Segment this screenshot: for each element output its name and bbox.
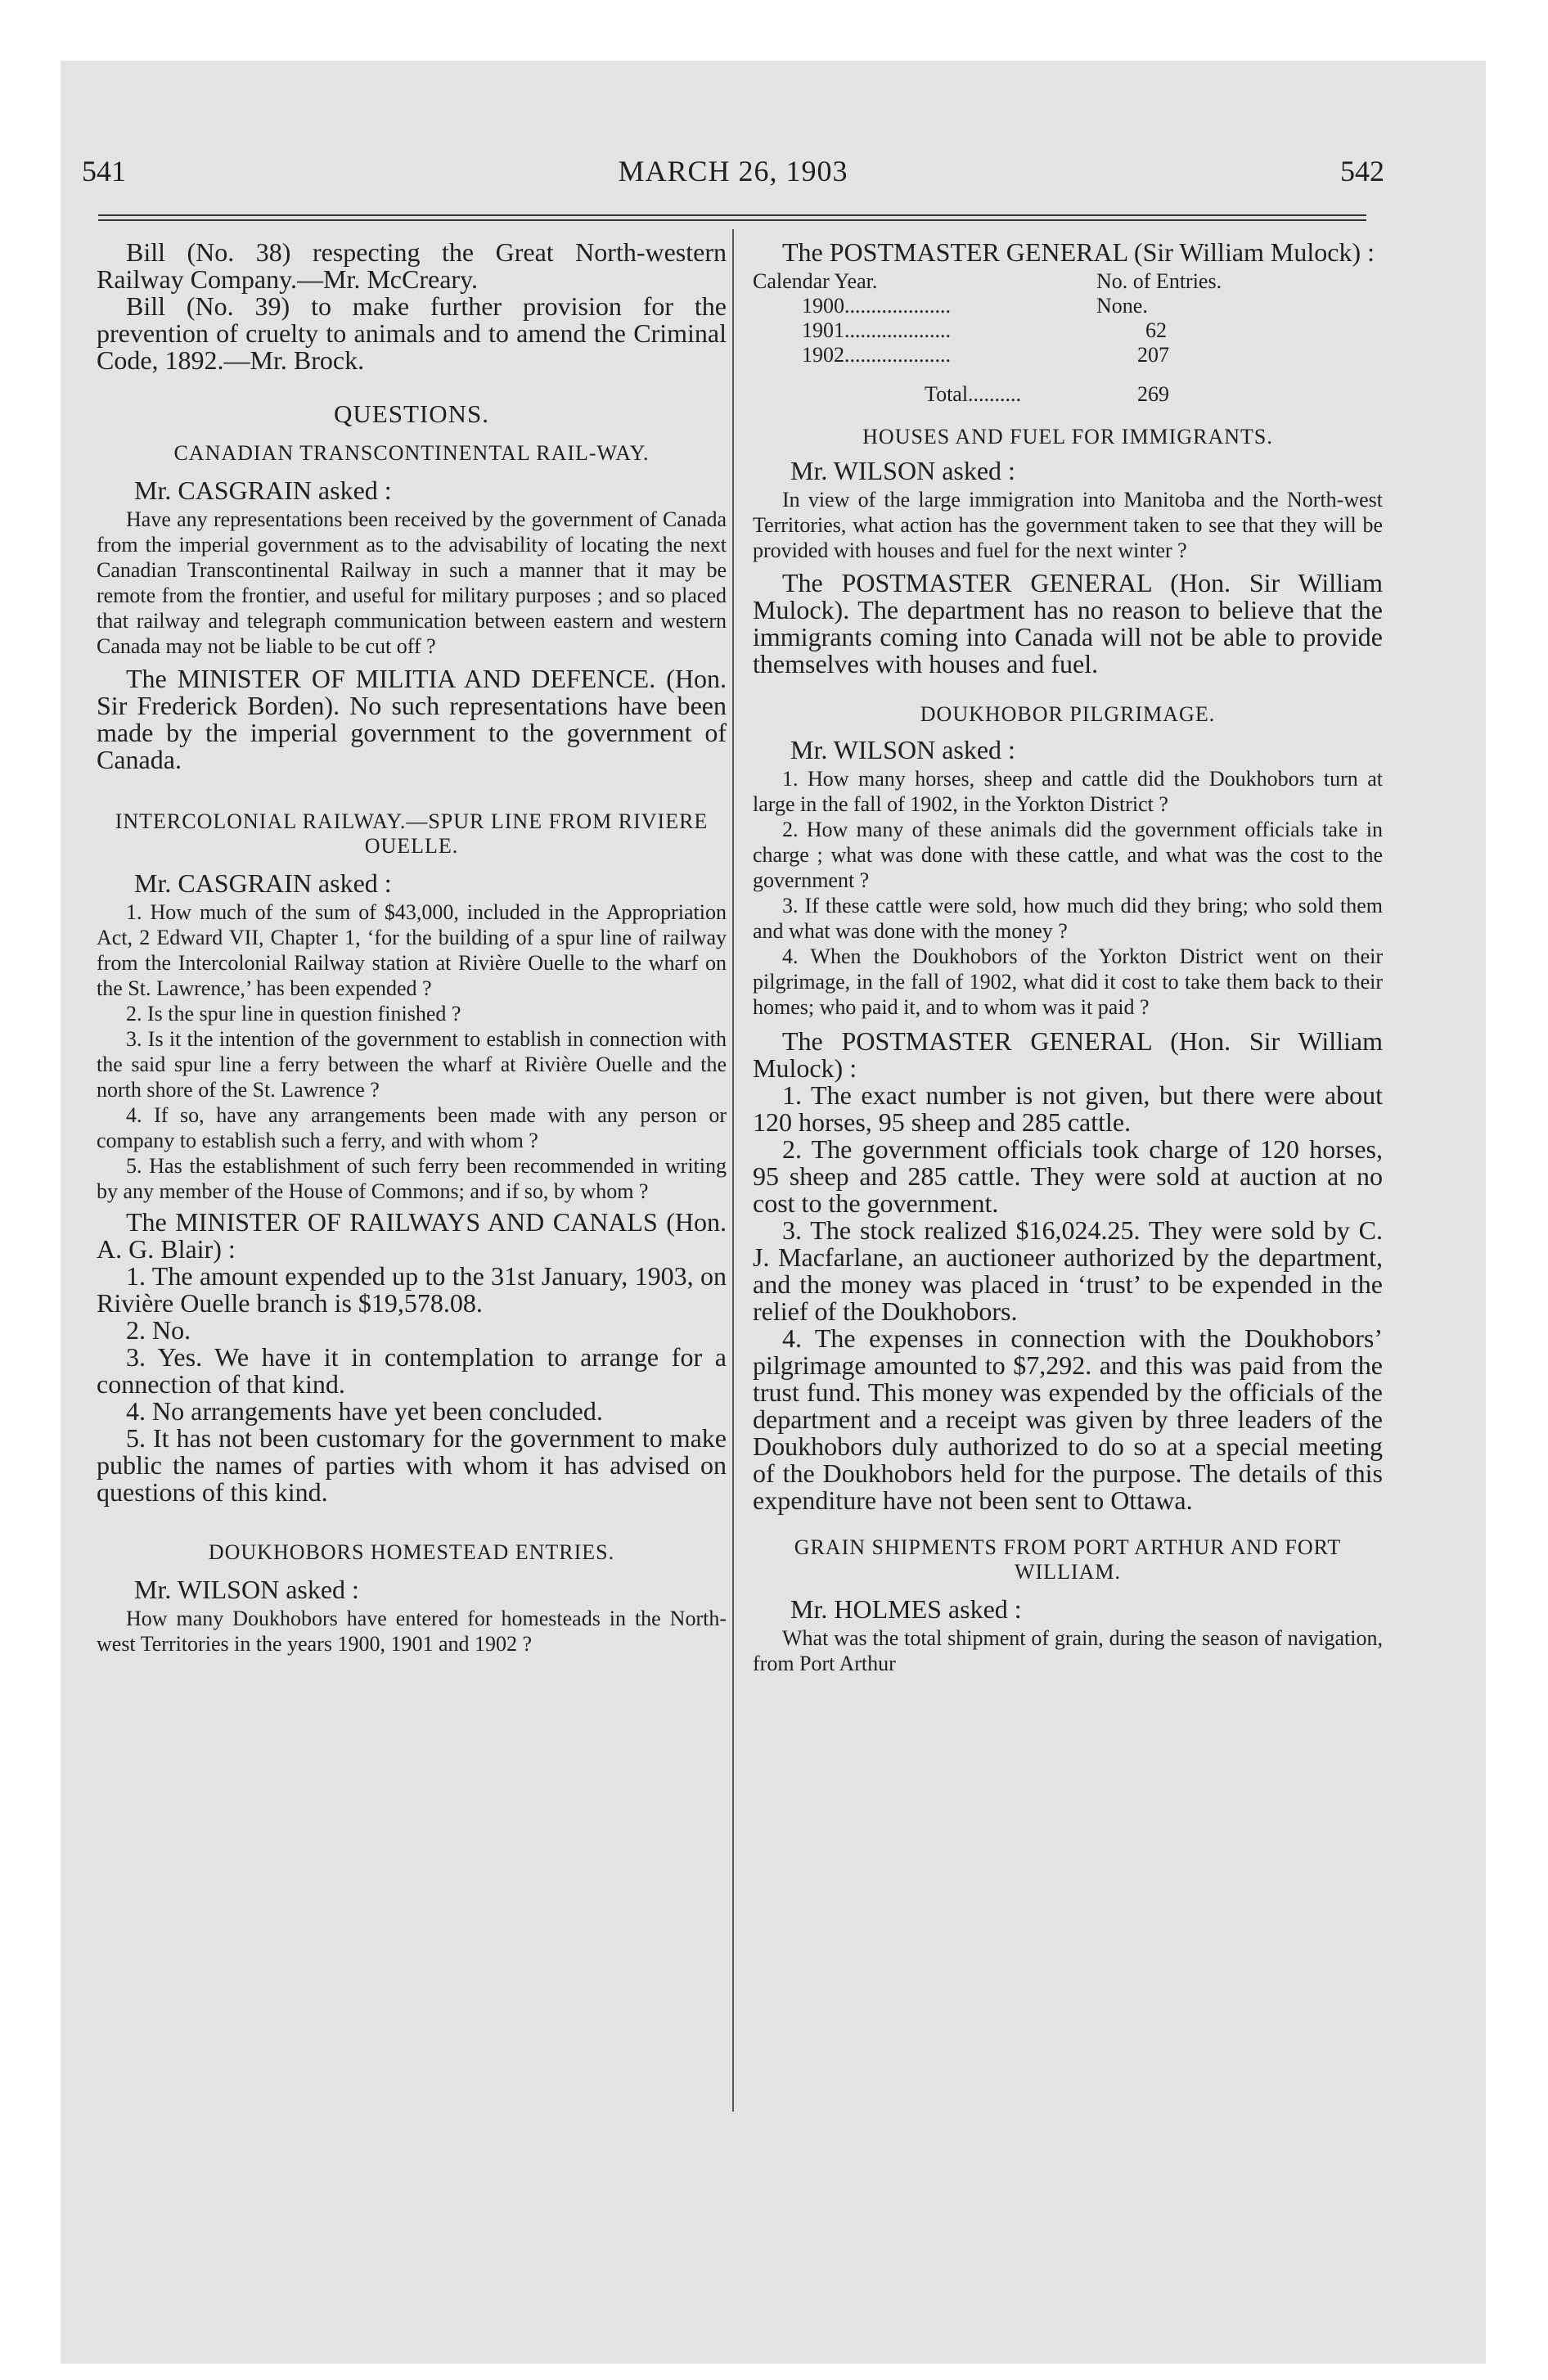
- bill-39: Bill (No. 39) to make further provision for the prevention of cruelty to animals and to amend the Criminal Code, 1892.—Mr. Brock.: [97, 291, 727, 375]
- table-header-entries: No. of Entries.: [1096, 269, 1222, 293]
- answer-militia: The MINISTER OF MILITIA AND DEFENCE. (Hon. Sir Frederick Borden). No such representations have been made by the imperial government to the government of Canada.: [97, 664, 727, 774]
- right-column: [753, 239, 1383, 1676]
- asker-wilson-1: Mr. WILSON asked :: [134, 1575, 359, 1604]
- dp-question-1: 1. How many horses, sheep and cattle did the Doukhobors turn at large in the fall of 1902, in the Yorkton District ?: [753, 767, 1383, 816]
- page-header: [82, 154, 1384, 193]
- dp-answer-3: 3. The stock realized $16,024.25. They were sold by C. J. Macfarlane, an auctioneer authorized by the department, and the money was placed in ‘trust’ to be expended in the relief of the Doukhobors.: [753, 1215, 1383, 1326]
- icr-answer-2: 2. No.: [126, 1315, 191, 1345]
- icr-question-5: 5. Has the establishment of such ferry been recommended in writing by any member of the House of Commons; and if so, by whom ?: [97, 1154, 727, 1203]
- section-heading-dhe: DOUKHOBORS HOMESTEAD ENTRIES.: [208, 1540, 615, 1564]
- row-entries: 207: [1137, 343, 1169, 367]
- table-row: [753, 343, 1309, 367]
- icr-answer-intro: The MINISTER OF RAILWAYS AND CANALS (Hon. A. G. Blair) :: [97, 1207, 727, 1264]
- column-divider: [732, 229, 734, 2112]
- section-heading-ctr: CANADIAN TRANSCONTINENTAL RAIL-WAY.: [173, 441, 650, 465]
- table-header-year: Calendar Year.: [753, 269, 878, 293]
- asker-wilson-2: Mr. WILSON asked :: [790, 456, 1015, 485]
- pmg-intro: The POSTMASTER GENERAL (Sir William Mulock) :: [782, 237, 1375, 267]
- icr-question-3: 3. Is it the intention of the government to establish in connection with the said spur line a ferry between the wharf at Rivière Ouelle and the north shore of the St. Lawrence ?: [97, 1027, 727, 1102]
- total-label: Total..........: [925, 382, 1022, 406]
- header-rule: [98, 214, 1366, 216]
- questions-heading: QUESTIONS.: [334, 399, 489, 428]
- row-entries: None.: [1096, 294, 1148, 318]
- asker-holmes: Mr. HOLMES asked :: [790, 1594, 1022, 1624]
- page-number-left: 541: [82, 155, 126, 187]
- section-heading-gs: GRAIN SHIPMENTS FROM PORT ARTHUR AND FORT WILLIAM.: [794, 1535, 1342, 1584]
- question-ctr: Have any representations been received by the government of Canada from the imperial government as to the advisability of locating the next Canadian Transcontinental Railway in such a manner that it may be remote from the frontier, and useful for military purposes ; and so placed that railway and telegraph communication between eastern and western Canada may not be liable to be cut off ?: [97, 507, 727, 658]
- asker-casgrain-2: Mr. CASGRAIN asked :: [134, 868, 392, 898]
- table-row: [753, 318, 1309, 343]
- bill-38: Bill (No. 38) respecting the Great North-western Railway Company.—Mr. McCreary.: [97, 237, 727, 294]
- section-heading-dp: DOUKHOBOR PILGRIMAGE.: [920, 702, 1216, 726]
- header-rule-double: [98, 219, 1366, 221]
- dp-answer-2: 2. The government officials took charge of 120 horses, 95 sheep and 285 cattle. They were sold at auction at no cost to the government.: [753, 1134, 1383, 1218]
- icr-answer-5: 5. It has not been customary for the government to make public the names of parties with whom it has advised on questions of this kind.: [97, 1423, 727, 1507]
- header-date: MARCH 26, 1903: [618, 155, 848, 187]
- icr-question-1: 1. How much of the sum of $43,000, included in the Appropriation Act, 2 Edward VII, Chapter 1, ‘for the building of a spur line of railway from the Intercolonial Railway station at Rivière Ouelle to the wharf on the St. Lawrence,’ has been expended ?: [97, 900, 727, 1000]
- left-column: [97, 239, 727, 1657]
- row-year: 1901....................: [802, 318, 951, 342]
- table-row: [753, 294, 1309, 318]
- row-year: 1902....................: [802, 343, 951, 367]
- row-entries: 62: [1145, 318, 1167, 342]
- dp-question-3: 3. If these cattle were sold, how much did they bring; who sold them and what was done with the money ?: [753, 894, 1383, 943]
- asker-wilson-3: Mr. WILSON asked :: [790, 735, 1015, 764]
- icr-answer-1: 1. The amount expended up to the 31st January, 1903, on Rivière Ouelle branch is $19,578.08.: [97, 1261, 727, 1318]
- question-dhe: How many Doukhobors have entered for homesteads in the North-west Territories in the years 1900, 1901 and 1902 ?: [97, 1607, 727, 1656]
- dp-answer-4: 4. The expenses in connection with the Doukhobors’ pilgrimage amounted to $7,292. and this was paid from the trust fund. This money was expended by the officials of the department and a receipt was given by three leaders of the Doukhobors duly authorized to do so at a special meeting of the Doukhobors held for the purpose. The details of this expenditure have not been sent to Ottawa.: [753, 1323, 1383, 1515]
- entries-table: [753, 269, 1309, 407]
- table-total-row: [753, 367, 1309, 407]
- dp-question-2: 2. How many of these animals did the government officials take in charge ; what was done with these cattle, and what was the cost to the government ?: [753, 818, 1383, 892]
- icr-question-2: 2. Is the spur line in question finished ?: [126, 1002, 461, 1025]
- question-hf: In view of the large immigration into Manitoba and the North-west Territories, what action has the government taken to see that they will be provided with houses and fuel for the next winter ?: [753, 488, 1383, 562]
- dp-question-4: 4. When the Doukhobors of the Yorkton District went on their pilgrimage, in the fall of 1902, what did it cost to take them back to their homes; who paid it, and to whom was it paid ?: [753, 944, 1383, 1019]
- table-header-row: [753, 269, 1309, 294]
- answer-hf: The POSTMASTER GENERAL (Hon. Sir William Mulock). The department has no reason to believe that the immigrants coming into Canada will not be able to provide themselves with houses and fuel.: [753, 568, 1383, 678]
- dp-answer-intro: The POSTMASTER GENERAL (Hon. Sir William Mulock) :: [753, 1026, 1383, 1083]
- icr-answer-4: 4. No arrangements have yet been concluded.: [126, 1396, 603, 1426]
- row-year: 1900....................: [802, 294, 951, 318]
- icr-question-4: 4. If so, have any arrangements been made with any person or company to establish such a ferry, and with whom ?: [97, 1103, 727, 1152]
- section-heading-icr: INTERCOLONIAL RAILWAY.—SPUR LINE FROM RIVIERE OUELLE.: [115, 809, 709, 858]
- asker-casgrain-1: Mr. CASGRAIN asked :: [134, 476, 392, 505]
- dp-answer-1: 1. The exact number is not given, but there were about 120 horses, 95 sheep and 285 cattle.: [753, 1080, 1383, 1137]
- icr-answer-3: 3. Yes. We have it in contemplation to arrange for a connection of that kind.: [97, 1342, 727, 1399]
- page-number-right: 542: [1340, 155, 1384, 187]
- total-value: 269: [1137, 382, 1169, 406]
- section-heading-hf: HOUSES AND FUEL FOR IMMIGRANTS.: [862, 425, 1273, 449]
- question-gs: What was the total shipment of grain, during the season of navigation, from Port Arthur: [753, 1626, 1383, 1675]
